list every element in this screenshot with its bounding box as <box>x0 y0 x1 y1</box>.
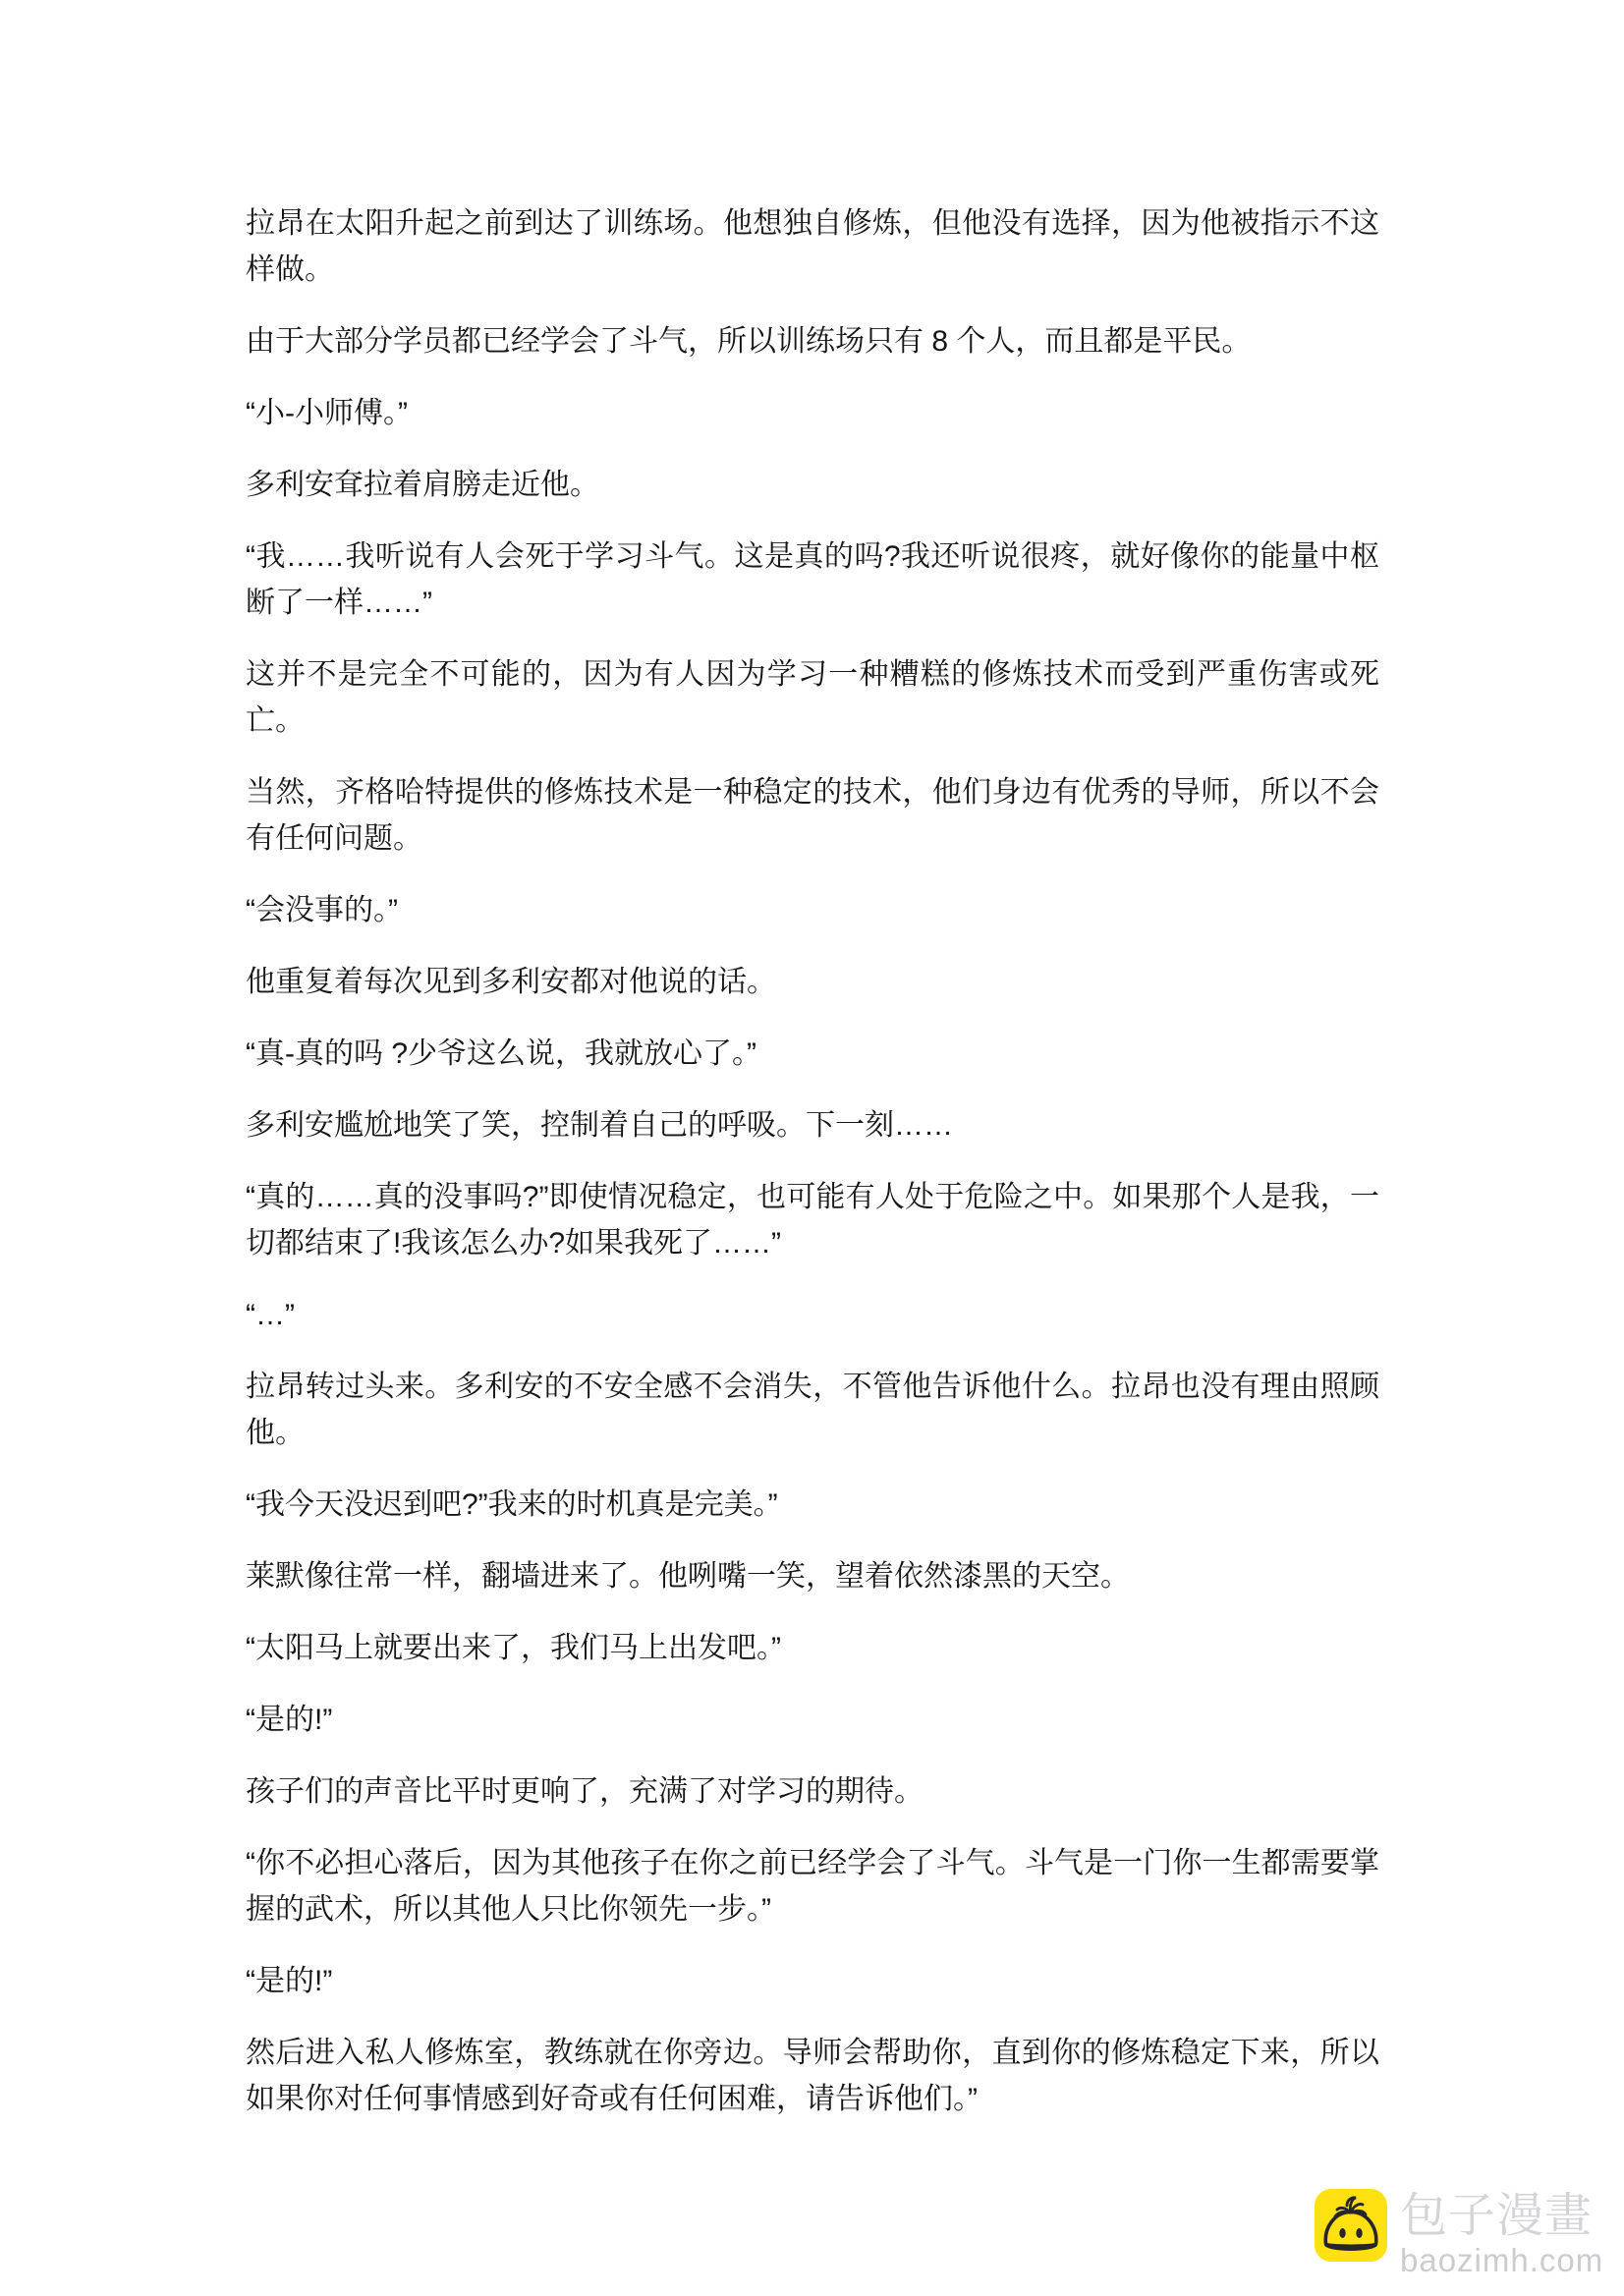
paragraph: 拉昂在太阳升起之前到达了训练场。他想独自修炼，但他没有选择，因为他被指示不这样做。 <box>246 207 1379 286</box>
paragraph: 这并不是完全不可能的，因为有人因为学习一种糟糕的修炼技术而受到严重伤害或死亡。 <box>246 658 1379 737</box>
paragraph-dialogue: “你不必担心落后，因为其他孩子在你之前已经学会了斗气。斗气是一门你一生都需要掌握的武术，所以其他人只比你领先一步。” <box>246 1847 1379 1926</box>
paragraph: 多利安耷拉着肩膀走近他。 <box>246 469 599 501</box>
watermark <box>1315 2189 1603 2276</box>
paragraph: 多利安尴尬地笑了笑，控制着自己的呼吸。下一刻…… <box>246 1109 953 1142</box>
paragraph: 他重复着每次见到多利安都对他说的话。 <box>246 966 776 998</box>
paragraph-dialogue: “小-小师傅。” <box>246 397 408 429</box>
baozi-bun-face-icon <box>1315 2189 1387 2262</box>
paragraph-dialogue: “会没事的。” <box>246 894 398 926</box>
paragraph-dialogue: “我今天没迟到吧?”我来的时机真是完美。” <box>246 1488 778 1521</box>
paragraph-dialogue: “是的!” <box>246 1965 333 1997</box>
paragraph-dialogue: “太阳马上就要出来了，我们马上出发吧。” <box>246 1632 781 1664</box>
watermark-text <box>1400 2190 1604 2278</box>
paragraph: 当然，齐格哈特提供的修炼技术是一种稳定的技术，他们身边有优秀的导师，所以不会有任何问题。 <box>246 776 1379 855</box>
paragraph: 然后进入私人修炼室，教练就在你旁边。导师会帮助你，直到你的修炼稳定下来，所以如果你对任何事情感到好奇或有任何困难，请告诉他们。” <box>246 2037 1379 2115</box>
novel-text-body <box>246 200 1379 2148</box>
paragraph-dialogue: “我……我听说有人会死于学习斗气。这是真的吗?我还听说很疼，就好像你的能量中枢断了一样……” <box>246 540 1379 619</box>
paragraph-dialogue: “…” <box>246 1299 295 1331</box>
paragraph-dialogue: “真的……真的没事吗?”即使情况稳定，也可能有人处于危险之中。如果那个人是我，一切都结束了!我该怎么办?如果我死了……” <box>246 1181 1379 1260</box>
paragraph-dialogue: “真-真的吗 ?少爷这么说，我就放心了。” <box>246 1037 756 1070</box>
paragraph-dialogue: “是的!” <box>246 1704 333 1736</box>
watermark-domain: baozimh.com <box>1400 2242 1604 2278</box>
paragraph: 拉昂转过头来。多利安的不安全感不会消失，不管他告诉他什么。拉昂也没有理由照顾他。 <box>246 1371 1379 1449</box>
watermark-site-name: 包子漫畫 <box>1400 2190 1594 2242</box>
paragraph: 莱默像往常一样，翻墙进来了。他咧嘴一笑，望着依然漆黑的天空。 <box>246 1560 1130 1593</box>
paragraph: 由于大部分学员都已经学会了斗气，所以训练场只有 8 个人，而且都是平民。 <box>246 325 1252 358</box>
paragraph: 孩子们的声音比平时更响了，充满了对学习的期待。 <box>246 1775 924 1808</box>
